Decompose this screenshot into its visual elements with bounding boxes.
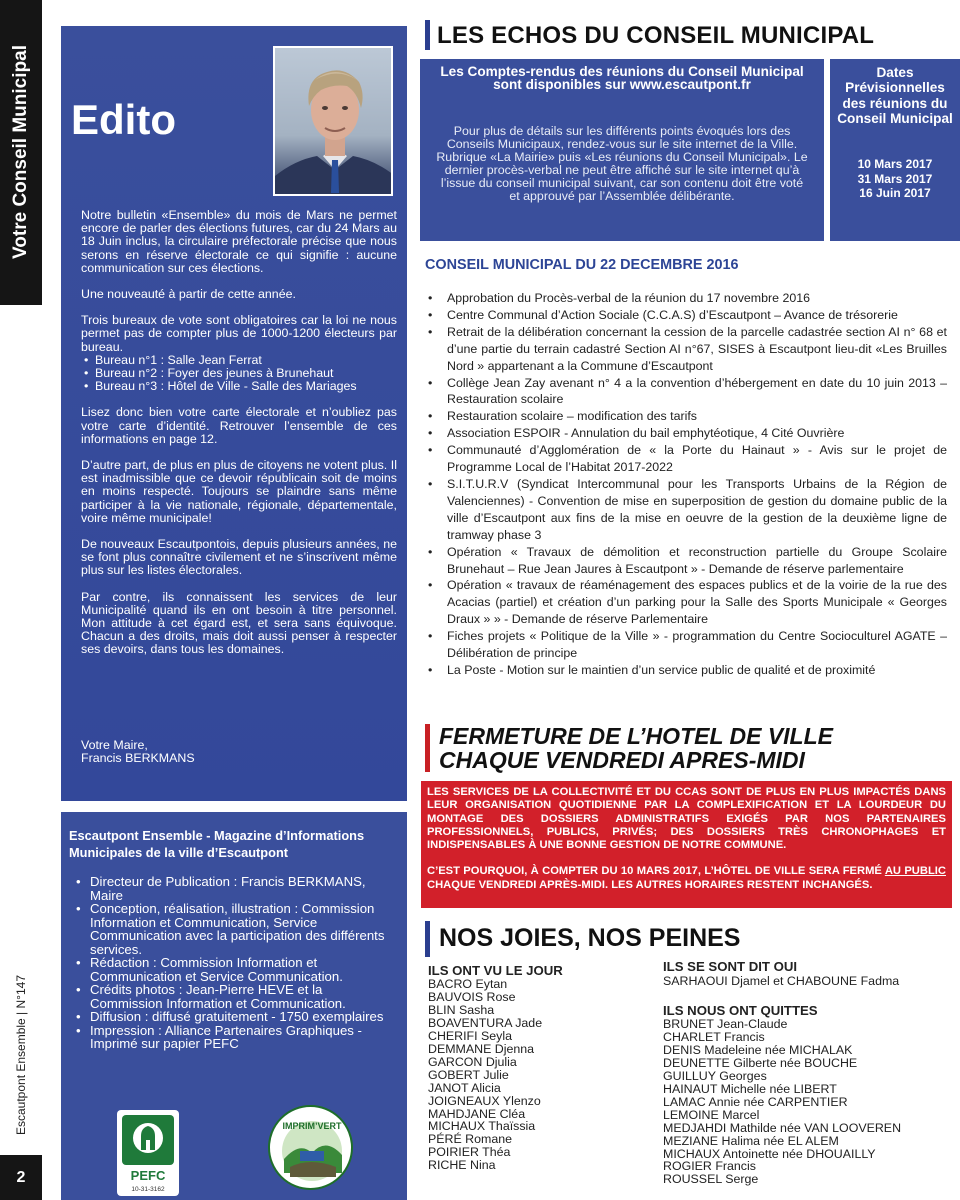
- agenda-item: • Restauration scolaire – modification des tarifs: [425, 408, 947, 425]
- closure-heading-line2: CHAQUE VENDREDI APRES-MIDI: [439, 747, 805, 773]
- closure-text: C’EST POURQUOI, À COMPTER DU 10 MARS 2017, L’HÔTEL DE VILLE SERA FERMÉ: [427, 865, 885, 878]
- list-item: • Bureau n°1 : Salle Jean Ferrat: [81, 354, 397, 367]
- edito-paragraph: Une nouveauté à partir de cette année.: [81, 287, 296, 302]
- edito-title: Edito: [71, 96, 176, 143]
- minutes-title: Les Comptes-rendus des réunions du Conseil Municipal sont disponibles sur www.escautpont.fr: [440, 64, 804, 93]
- marriages-list: [663, 975, 899, 988]
- section-tab: [0, 0, 42, 305]
- list-item: DEMMANE Djenna: [428, 1041, 535, 1056]
- pefc-tree-icon: [117, 1110, 179, 1196]
- agenda-item: • Retrait de la délibération concernant la cession de la parcelle cadastrée section AI n° 68 et d’une partie du terrain cadastré Section AI n°67, SISES à Escautpont lieu-dit «Les Bruilles Nord » appartenant a la Commune d’Escautpont: [425, 324, 947, 375]
- minutes-text: Pour plus de détails sur les différents points évoqués lors des Conseils Municipaux, rendez-vous sur le site internet de la Ville. Rubrique «La Mairie» puis «Les réunions du Conseil Municipal». Le dernier procès-verbal ne peut être affiché sur le site internet qu’à l’issue du conseil municipal suivant, car son contenu doit être voté et approuvé par l’Assemblée délibérante.: [436, 124, 808, 203]
- list-item: • Diffusion : diffusé gratuitement - 1750 exemplaires: [73, 1010, 391, 1024]
- list-item: DENIS Madeleine née MICHALAK: [663, 1042, 853, 1057]
- births-list: [428, 978, 542, 1172]
- list-item: GOBERT Julie: [428, 1067, 509, 1082]
- list-item: MEDJAHDI Mathilde née VAN LOOVEREN: [663, 1120, 902, 1135]
- list-item: BACRO Eytan: [428, 977, 508, 991]
- list-item: PÉRÉ Romane: [428, 1132, 513, 1147]
- list-item: DEUNETTE Gilberte née BOUCHE: [663, 1055, 858, 1070]
- edito-signature: [81, 739, 195, 765]
- closure-notice-box: [421, 781, 952, 908]
- agenda-item: • Collège Jean Zay avenant n° 4 a la convention d’hébergement en date du 10 juin 2013 – Restauration scolaire: [425, 375, 947, 409]
- mayor-photo: [273, 46, 393, 196]
- closure-heading-line1: FERMETURE DE L’HOTEL DE VILLE: [439, 723, 833, 749]
- left-strip: [0, 0, 42, 1200]
- list-item: ROGIER Francis: [663, 1159, 756, 1174]
- mayor-portrait-image: [275, 48, 393, 196]
- credits-list: [73, 875, 391, 1051]
- edito-paragraph: Par contre, ils connaissent les services de leur Municipalité quand ils en ont besoin à titre personnel. Mon attitude à cet égard est, et sera sans équivoque. Chacun a des droits, mais doit aussi penser à respecter ses devoirs, dans tous les domaines.: [81, 589, 397, 657]
- list-item: MAHDJANE Cléa: [428, 1106, 526, 1121]
- agenda-item: • S.I.T.U.R.V (Syndicat Intercommunal pour les Transports Urbains de la Région de Valenciennes) - Convention de mise en superposition de gestion du domaine public de la ville d’Escautpont aux fins de la mise en oeuvre de la gestion de la deuxième ligne de tramway phase 3: [425, 476, 947, 544]
- polling-station-list: [81, 354, 397, 394]
- meeting-dates-list: [834, 157, 956, 201]
- agenda-item: • Communauté d’Agglomération de « la Porte du Hainaut » - Avis sur le projet de Programme Local de l’Habitat 2017-2022: [425, 442, 947, 476]
- list-item: RICHE Nina: [428, 1158, 496, 1173]
- list-item: HAINAUT Michelle née LIBERT: [663, 1081, 837, 1096]
- closure-paragraph: [427, 865, 946, 892]
- list-item: • Rédaction : Commission Information et Communication et Service Communication.: [73, 956, 391, 983]
- list-item: JANOT Alicia: [428, 1080, 501, 1095]
- list-item: POIRIER Théa: [428, 1145, 511, 1160]
- list-item: CHERIFI Seyla: [428, 1028, 512, 1043]
- pefc-logo: [117, 1110, 179, 1196]
- heading-accent-bar: [425, 20, 430, 50]
- agenda-item: • Opération « travaux de réaménagement des espaces publics et de la voirie de la rue des Acacias (partiel) et création d’un parking pour la Salle des Sports Municipale « Georges Draux » » - Demande de réserve Parlementaire: [425, 577, 947, 628]
- agenda-item: • Opération « Travaux de démolition et reconstruction partielle du Groupe Scolaire Brunehaut – Rue Jean Jaures à Escautpont » - Demande de réserve parlementaire: [425, 544, 947, 578]
- closure-text: CHAQUE VENDREDI APRÈS-MIDI. LES AUTRES HORAIRES RESTENT INCHANGÉS.: [427, 878, 873, 891]
- list-item: CHARLET Francis: [663, 1029, 765, 1044]
- council-meeting-heading: CONSEIL MUNICIPAL DU 22 DECEMBRE 2016: [425, 257, 739, 273]
- list-item: ROUSSEL Serge: [663, 1172, 759, 1187]
- signature-name: Francis BERKMANS: [81, 751, 195, 766]
- imprim-vert-icon: [270, 1107, 353, 1190]
- magazine-info-panel: [61, 812, 407, 1200]
- magazine-issue-label: Escautpont Ensemble | N°147: [14, 974, 28, 1136]
- list-item: • Bureau n°3 : Hôtel de Ville - Salle des Mariages: [81, 380, 397, 393]
- marriages-title: ILS SE SONT DIT OUI: [663, 959, 798, 974]
- list-item: BOAVENTURA Jade: [428, 1015, 543, 1030]
- list-item: • Crédits photos : Jean-Pierre HEVE et la Commission Information et Communication.: [73, 983, 391, 1010]
- list-item: GUILLUY Georges: [663, 1068, 767, 1083]
- list-item: LEMOINE Marcel: [663, 1107, 760, 1122]
- list-item: MICHAUX Thaïssia: [428, 1119, 536, 1134]
- echos-heading: [425, 20, 945, 50]
- edito-paragraph: De nouveaux Escautpontois, depuis plusieurs années, ne se font plus connaître civilement et ne s’inscrivent même plus sur les listes électorales.: [81, 537, 397, 578]
- edito-paragraph: Trois bureaux de vote sont obligatoires car la loi ne nous permet pas de compter plus de 1000-1200 électeurs par bureau.: [81, 313, 397, 354]
- imprim-vert-logo: [268, 1105, 353, 1190]
- echos-heading-text: LES ECHOS DU CONSEIL MUNICIPAL: [437, 22, 875, 49]
- agenda-item: • Approbation du Procès-verbal de la réunion du 17 novembre 2016: [425, 290, 947, 307]
- agenda-item: • La Poste - Motion sur le maintien d’un service public de qualité et de proximité: [425, 662, 947, 679]
- closure-text-underlined: AU PUBLIC: [884, 865, 946, 878]
- list-item: • Impression : Alliance Partenaires Graphiques - Imprimé sur papier PEFC: [73, 1024, 391, 1051]
- deaths-title: ILS NOUS ONT QUITTES: [663, 1003, 818, 1018]
- list-item: • Bureau n°2 : Foyer des jeunes à Brunehaut: [81, 367, 397, 380]
- list-item: MEZIANE Halima née EL ALEM: [663, 1133, 839, 1148]
- edito-paragraph: D’autre part, de plus en plus de citoyens ne votent plus. Il est inadmissible que ce devoir républicain soit de moins en moins respecté. Toujours se plaindre sans même participer à la vie nationale, régionale, départementale, voire même municipale!: [81, 458, 397, 525]
- council-agenda-list: [425, 290, 947, 679]
- deaths-list: [663, 1018, 901, 1186]
- list-item: GARCON Djulia: [428, 1054, 517, 1069]
- edito-panel: [61, 26, 407, 801]
- agenda-item: • Centre Communal d’Action Sociale (C.C.A.S) d’Escautpont – Avance de trésorerie: [425, 307, 947, 324]
- closure-paragraph: LES SERVICES DE LA COLLECTIVITÉ ET DU CCAS SONT DE PLUS EN PLUS IMPACTÉS DANS LEUR ORGANISATION QUOTIDIENNE PAR LA COMPLEXIFICATION ET LA LOURDEUR DU MONTAGE DES DOSSIERS ADMINISTRATIFS EXIGÉS PAR NOS PARTENAIRES PROFESSIONNELS, PUBLICS, PRIVÉS; DES DOSSIERS TRÈS CHRONOPHAGES ET INDISPENSABLES À UNE BONNE GESTION DE NOTRE COMMUNE.: [427, 786, 946, 852]
- joys-sorrows-heading-text: NOS JOIES, NOS PEINES: [439, 924, 741, 952]
- list-item: SARHAOUI Djamel et CHABOUNE Fadma: [663, 974, 900, 988]
- minutes-info-box: [420, 59, 824, 241]
- list-item: MICHAUX Antoinette née DHOUAILLY: [663, 1146, 876, 1161]
- joys-sorrows-heading: [425, 921, 865, 957]
- list-item: BRUNET Jean-Claude: [663, 1017, 788, 1031]
- closure-heading: [425, 724, 950, 772]
- meeting-date: 16 Juin 2017: [859, 186, 931, 200]
- heading-accent-bar: [425, 921, 430, 957]
- meeting-dates-box: [830, 59, 960, 241]
- meeting-date: 31 Mars 2017: [857, 171, 933, 186]
- meeting-dates-title: Dates Prévisionnelles des réunions du Conseil Municipal: [837, 65, 953, 126]
- list-item: LAMAC Annie née CARPENTIER: [663, 1094, 848, 1109]
- svg-text:10-31-3162: 10-31-3162: [131, 1186, 165, 1193]
- signature-line: Votre Maire,: [81, 738, 148, 752]
- meeting-date: 10 Mars 2017: [857, 157, 933, 171]
- agenda-item: • Fiches projets « Politique de la Ville » - programmation du Centre Socioculturel AGATE – Délibération de principe: [425, 628, 947, 662]
- heading-accent-bar: [425, 724, 430, 772]
- list-item: • Directeur de Publication : Francis BERKMANS, Maire: [73, 875, 391, 902]
- agenda-item: • Association ESPOIR - Annulation du bail emphytéotique, 4 Cité Ouvrière: [425, 425, 947, 442]
- svg-text:IMPRIM’VERT: IMPRIM’VERT: [282, 1121, 342, 1131]
- section-label: Votre Conseil Municipal: [10, 45, 31, 259]
- edito-paragraph: Lisez donc bien votre carte électorale et n’oubliez pas votre carte d’identité. Retrouver l’ensemble de ces informations en page 12.: [81, 405, 397, 446]
- page-number: 2: [0, 1155, 42, 1200]
- magazine-title: Escautpont Ensemble - Magazine d’Informations Municipales de la ville d’Escautpont: [69, 828, 365, 860]
- svg-text:PEFC: PEFC: [130, 1168, 166, 1183]
- births-title: ILS ONT VU LE JOUR: [428, 963, 563, 978]
- list-item: JOIGNEAUX Ylenzo: [428, 1093, 541, 1108]
- list-item: • Conception, réalisation, illustration : Commission Information et Communication, Service Communication avec la participation des différents services.: [73, 902, 391, 956]
- list-item: BAUVOIS Rose: [428, 989, 516, 1004]
- list-item: BLIN Sasha: [428, 1002, 495, 1017]
- edito-body: [81, 209, 397, 670]
- edito-paragraph: Notre bulletin «Ensemble» du mois de Mars ne permet encore de parler des élections futures, car du 24 Mars au 18 Juin inclus, la circulaire préfectorale précise que nous serons en réserve électorale ce qui signifie : aucune communication sur ces élections.: [81, 208, 397, 275]
